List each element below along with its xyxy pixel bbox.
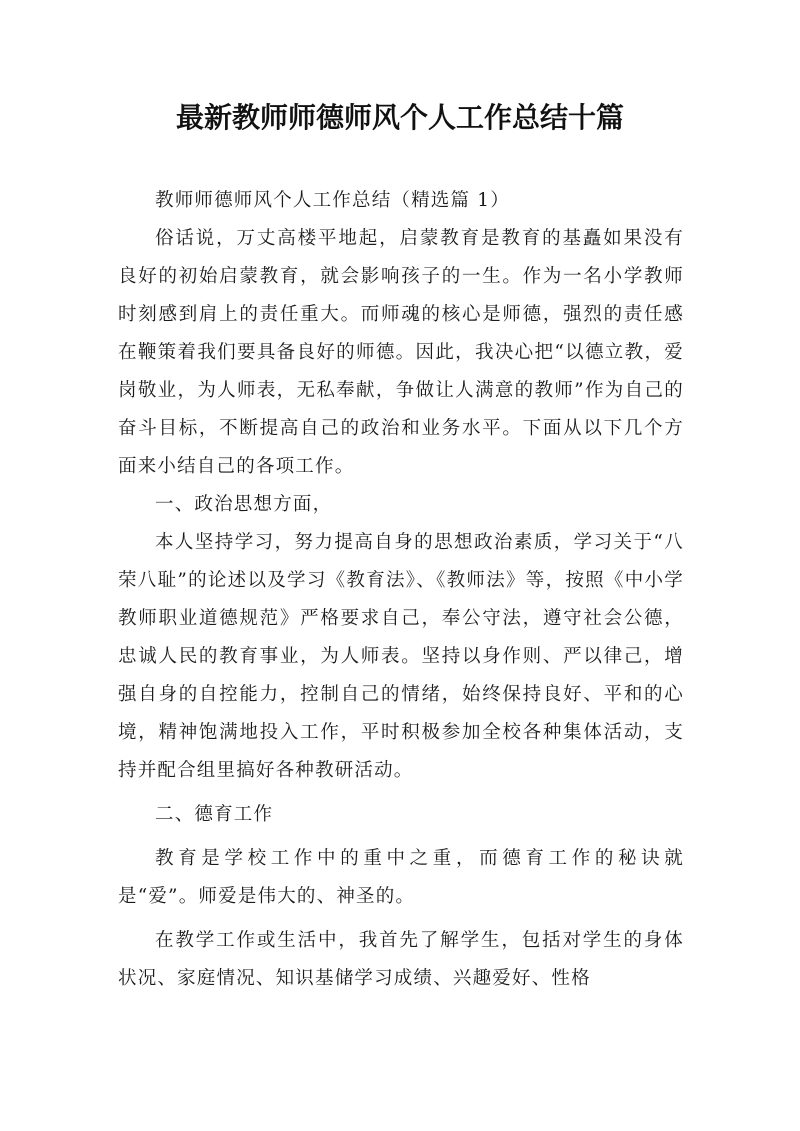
- paragraph-moral-education: 教育是学校工作中的重中之重，而德育工作的秘诀就是“爱”。师爱是伟大的、神圣的。: [118, 848, 684, 907]
- section-heading-politics: 一、政治思想方面，: [155, 494, 333, 515]
- document-title: 最新教师师德师风个人工作总结十篇: [175, 101, 624, 134]
- section-heading-moral-education: 二、德育工作: [155, 804, 274, 825]
- document-body: [118, 182, 684, 998]
- section-subtitle: 教师师德师风个人工作总结（精选篇 1）: [155, 190, 510, 211]
- paragraph-politics: 本人坚持学习，努力提高自身的思想政治素质，学习关于“八荣八耻”的论述以及学习《教育法》、《教师法》等，按照《中小学教师职业道德规范》严格要求自己，奉公守法，遵守社会公德，忠诚人民的教育事业，为人师表。坚持以身作则、严以律己，增强自身的自控能力，控制自己的情绪，始终保持良好、平和的心境，精神饱满地投入工作，平时积极参加全校各种集体活动，支持并配合组里搞好各种教研活动。: [118, 532, 684, 781]
- paragraph-intro: 俗话说，万丈高楼平地起，启蒙教育是教育的基矗如果没有良好的初始启蒙教育，就会影响孩子的一生。作为一名小学教师时刻感到肩上的责任重大。而师魂的核心是师德，强烈的责任感在鞭策着我们要具备良好的师德。因此，我决心把“以德立教，爱岗敬业，为人师表，无私奉献，争做让人满意的教师”作为自己的奋斗目标，不断提高自己的政治和业务水平。下面从以下几个方面来小结自己的各项工作。: [118, 228, 684, 477]
- paragraph-teaching: 在教学工作或生活中，我首先了解学生，包括对学生的身体状况、家庭情况、知识基储学习成绩、兴趣爱好、性格: [118, 930, 684, 989]
